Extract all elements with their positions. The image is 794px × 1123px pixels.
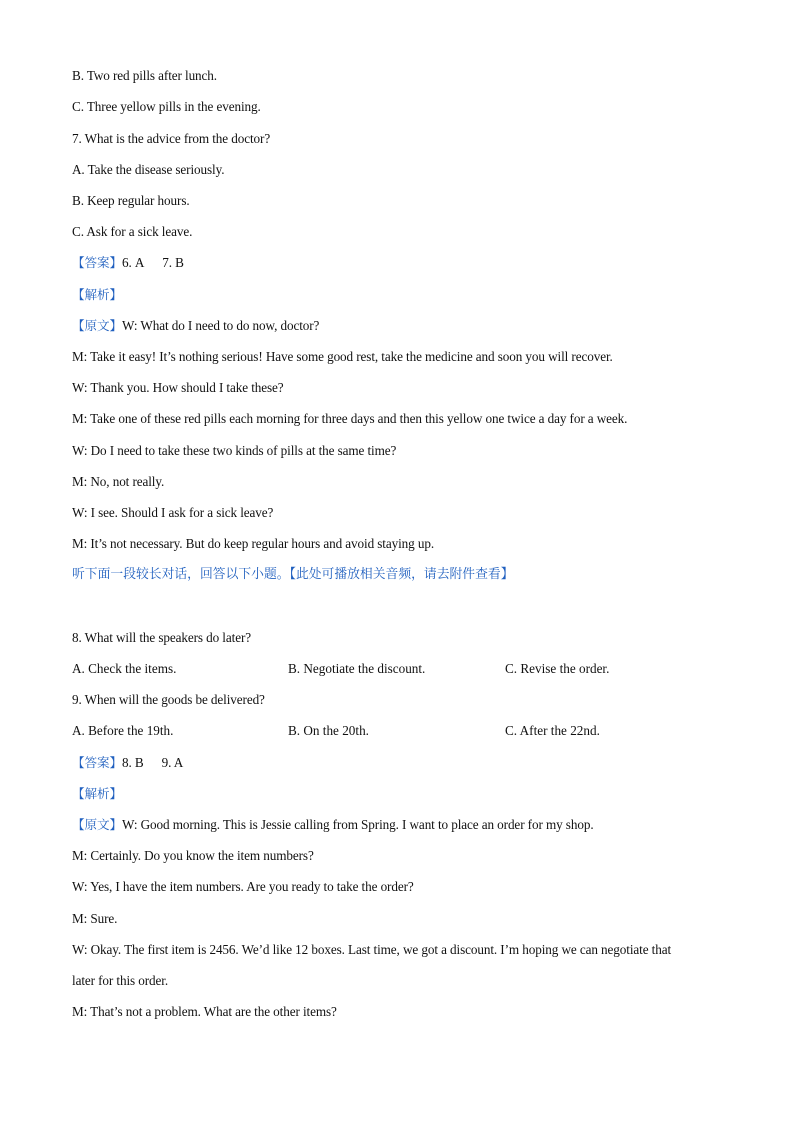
q6-option-b: B. Two red pills after lunch. bbox=[72, 68, 217, 83]
transcript-line: W: Yes, I have the item numbers. Are you ready to take the order? bbox=[72, 879, 414, 894]
q7-option-c: C. Ask for a sick leave. bbox=[72, 224, 193, 239]
transcript-line: M: Take one of these red pills each morning for three days and then this yellow one twice a day for a week. bbox=[72, 411, 628, 426]
listening-instruction: 听下面一段较长对话，回答以下小题。【此处可播放相关音频，请去附件查看】 bbox=[72, 567, 514, 582]
transcript-line: M: No, not really. bbox=[72, 474, 165, 489]
transcript-line: W: Do I need to take these two kinds of pills at the same time? bbox=[72, 443, 397, 458]
transcript-line bbox=[72, 817, 594, 833]
answer-value: 7. B bbox=[162, 255, 184, 270]
transcript-tag: 【原文】 bbox=[72, 318, 122, 333]
transcript-text: W: Good morning. This is Jessie calling from Spring. I want to place an order for my shop. bbox=[121, 817, 594, 832]
analysis-line-1 bbox=[72, 287, 122, 303]
answer-line-1 bbox=[72, 255, 184, 271]
answer-value: 8. B bbox=[121, 755, 144, 770]
q9-question: 9. When will the goods be delivered? bbox=[72, 692, 265, 707]
answer-tag: 【答案】 bbox=[72, 255, 122, 270]
transcript-line: W: Okay. The first item is 2456. We’d like 12 boxes. Last time, we got a discount. I’m hoping we can negotiate that bbox=[72, 942, 672, 957]
transcript-line bbox=[72, 318, 319, 334]
answer-value: 6. A bbox=[121, 255, 145, 270]
answer-tag: 【答案】 bbox=[72, 755, 122, 770]
analysis-line-2 bbox=[72, 786, 122, 802]
q8-option-b: B. Negotiate the discount. bbox=[288, 661, 426, 676]
answer-value: 9. A bbox=[161, 755, 184, 770]
q9-option-b: B. On the 20th. bbox=[288, 723, 369, 738]
transcript-line: M: That’s not a problem. What are the other items? bbox=[72, 1004, 337, 1019]
q6-option-c: C. Three yellow pills in the evening. bbox=[72, 99, 261, 114]
q7-option-a: A. Take the disease seriously. bbox=[72, 162, 225, 177]
transcript-line: W: Thank you. How should I take these? bbox=[72, 380, 284, 395]
analysis-tag: 【解析】 bbox=[72, 786, 122, 801]
transcript-line: M: Take it easy! It’s nothing serious! Have some good rest, take the medicine and soon you will recover. bbox=[72, 349, 613, 364]
transcript-text: W: What do I need to do now, doctor? bbox=[121, 318, 320, 333]
transcript-line: W: I see. Should I ask for a sick leave? bbox=[72, 505, 274, 520]
answer-line-2 bbox=[72, 755, 183, 771]
transcript-line: later for this order. bbox=[72, 973, 169, 988]
q8-option-a: A. Check the items. bbox=[72, 661, 177, 676]
transcript-tag: 【原文】 bbox=[72, 817, 122, 832]
q9-option-a: A. Before the 19th. bbox=[72, 723, 174, 738]
analysis-tag: 【解析】 bbox=[72, 287, 122, 302]
transcript-line: M: Sure. bbox=[72, 911, 118, 926]
q8-question: 8. What will the speakers do later? bbox=[72, 630, 251, 645]
q7-option-b: B. Keep regular hours. bbox=[72, 193, 190, 208]
transcript-line: M: Certainly. Do you know the item numbers? bbox=[72, 848, 314, 863]
transcript-line: M: It’s not necessary. But do keep regular hours and avoid staying up. bbox=[72, 536, 435, 551]
q8-option-c: C. Revise the order. bbox=[505, 661, 610, 676]
q7-question: 7. What is the advice from the doctor? bbox=[72, 131, 271, 146]
q9-option-c: C. After the 22nd. bbox=[505, 723, 600, 738]
